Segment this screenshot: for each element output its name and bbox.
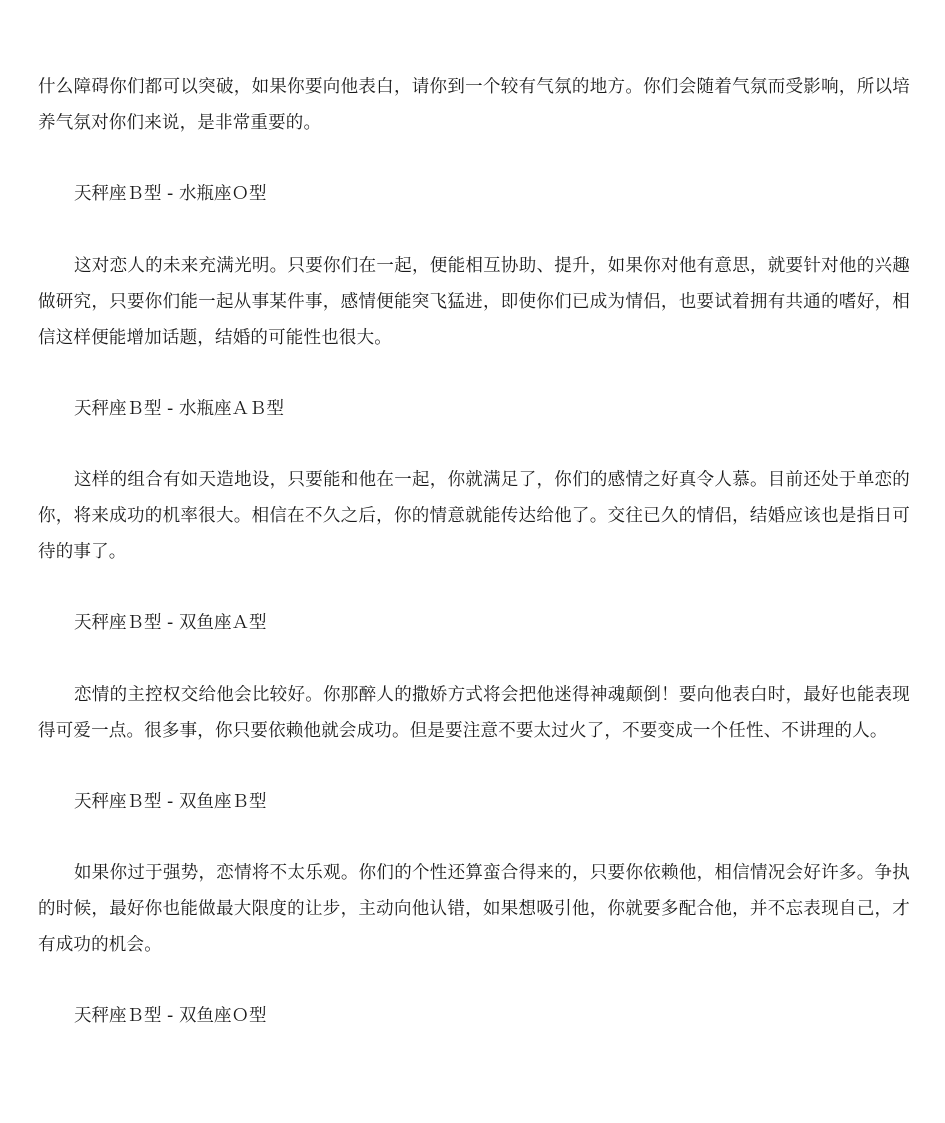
- section-heading-libra-b-aquarius-ab: 天秤座Ｂ型 - 水瓶座ＡＢ型: [74, 399, 284, 419]
- section-heading-libra-b-pisces-b: 天秤座Ｂ型 - 双鱼座Ｂ型: [74, 792, 267, 812]
- paragraph-libra-b-aquarius-o: 这对恋人的未来充满光明。只要你们在一起，便能相互协助、提升，如果你对他有意思，就要针对他的兴趣做研究，只要你们能一起从事某件事，感情便能突飞猛进，即使你们已成为情侣，也要试着拥有共通的嗜好，相信这样便能增加话题，结婚的可能性也很大。: [38, 256, 910, 348]
- paragraph-libra-b-pisces-a: 恋情的主控权交给他会比较好。你那醉人的撒娇方式将会把他迷得神魂颠倒！要向他表白时，最好也能表现得可爱一点。很多事，你只要依赖他就会成功。但是要注意不要太过火了，不要变成一个任性、不讲理的人。: [38, 685, 910, 741]
- paragraph-libra-b-pisces-b: 如果你过于强势，恋情将不太乐观。你们的个性还算蛮合得来的，只要你依赖他，相信情况会好许多。争执的时候，最好你也能做最大限度的让步，主动向他认错，如果想吸引他，你就要多配合他，并不忘表现自己，才有成功的机会。: [38, 863, 910, 955]
- section-heading-libra-b-pisces-a: 天秤座Ｂ型 - 双鱼座Ａ型: [74, 613, 267, 633]
- paragraph-intro: 什么障碍你们都可以突破，如果你要向他表白，请你到一个较有气氛的地方。你们会随着气氛而受影响，所以培养气氛对你们来说，是非常重要的。: [38, 77, 910, 133]
- paragraph-libra-b-aquarius-ab: 这样的组合有如天造地设，只要能和他在一起，你就满足了，你们的感情之好真令人慕。目前还处于单恋的你，将来成功的机率很大。相信在不久之后，你的情意就能传达给他了。交往已久的情侣，结婚应该也是指日可待的事了。: [38, 470, 910, 562]
- section-heading-libra-b-aquarius-o: 天秤座Ｂ型 - 水瓶座Ｏ型: [74, 184, 267, 204]
- section-heading-libra-b-pisces-o: 天秤座Ｂ型 - 双鱼座Ｏ型: [74, 1006, 267, 1026]
